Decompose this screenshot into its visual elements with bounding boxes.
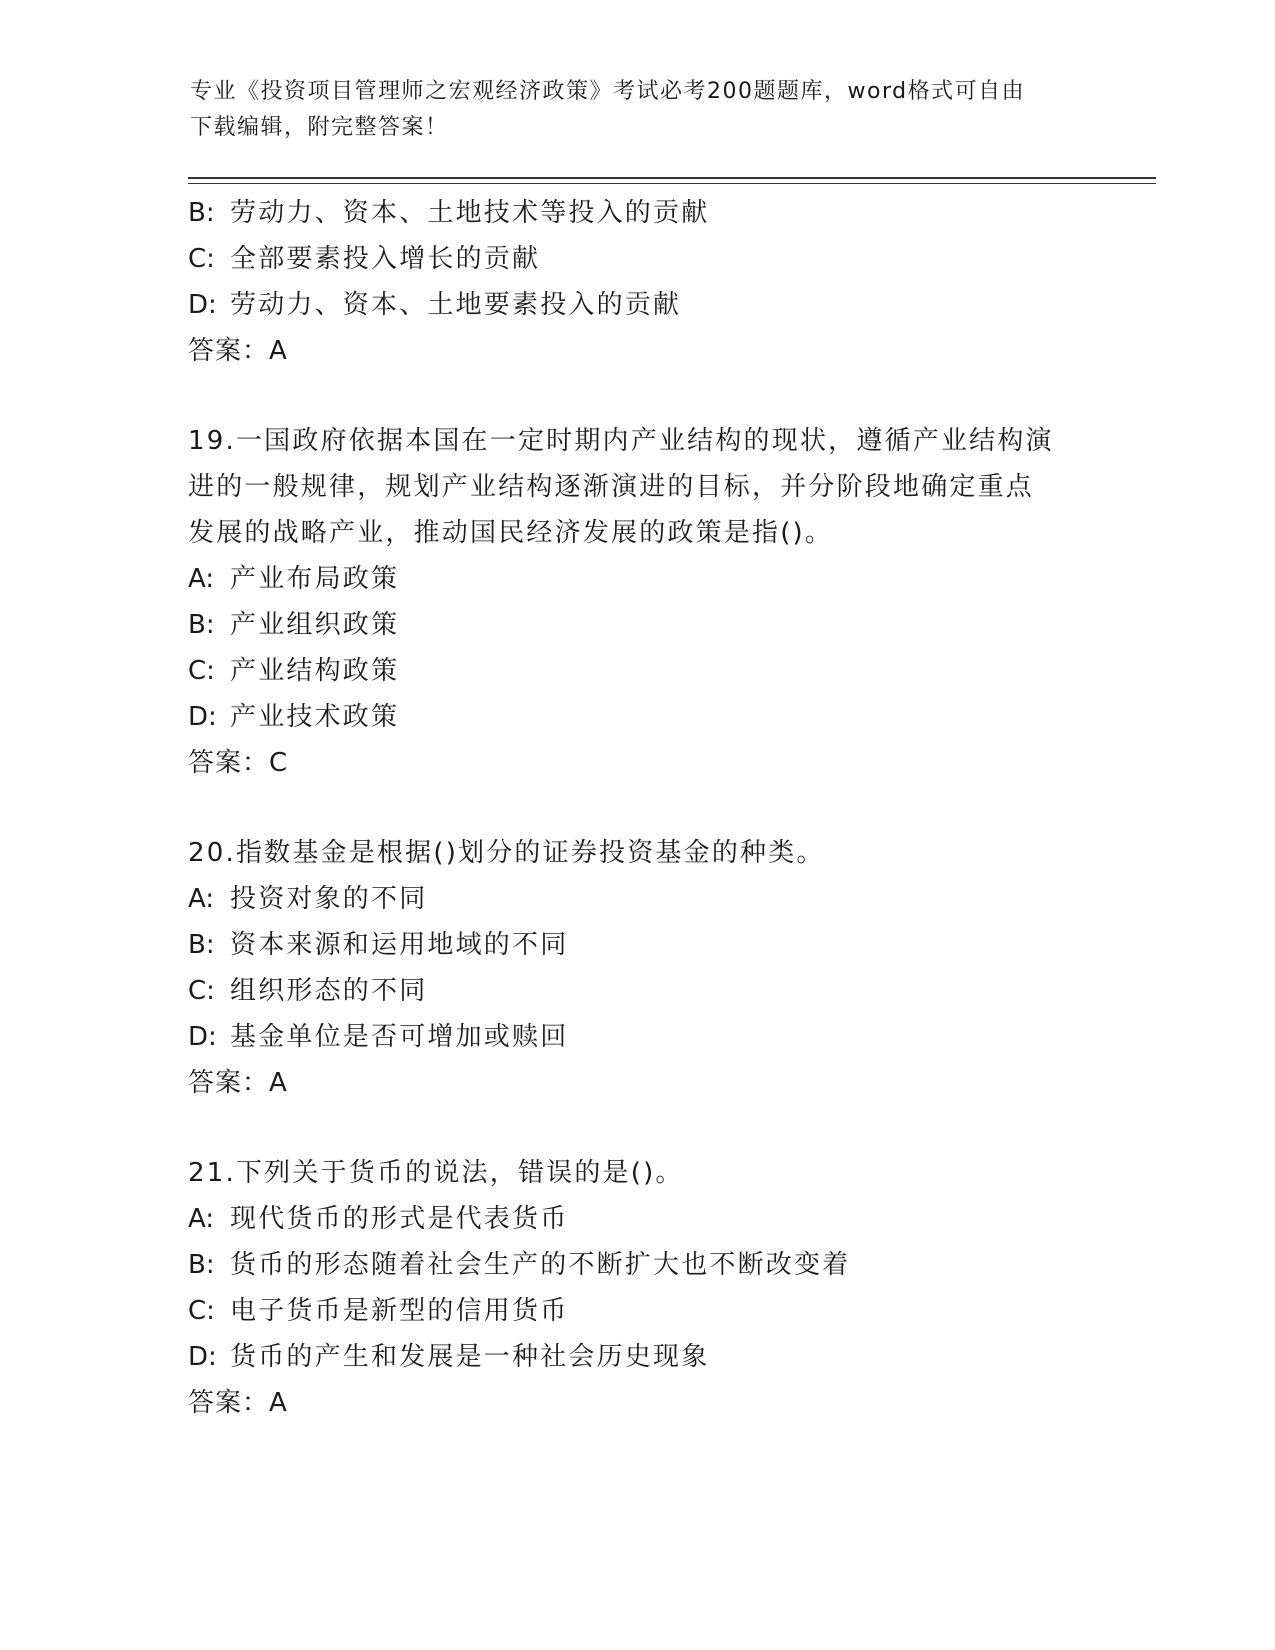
option-text: 货币的产生和发展是一种社会历史现象 <box>230 1342 710 1372</box>
option-text: 全部要素投入增长的贡献 <box>230 244 541 274</box>
option-key: B: <box>188 198 215 228</box>
option-key: C: <box>188 976 215 1006</box>
option-line <box>188 282 1088 328</box>
header-divider-thick <box>188 177 1156 179</box>
answer-value: A <box>269 1068 287 1098</box>
document-body <box>188 190 1088 1426</box>
option-line <box>188 1334 1088 1380</box>
answer-value: A <box>269 336 287 366</box>
answer-value: A <box>269 1388 287 1418</box>
option-key: C: <box>188 244 215 274</box>
answer-line <box>188 1380 1088 1426</box>
spacer <box>188 786 1088 830</box>
question-19 <box>188 418 1088 786</box>
option-line <box>188 876 1088 922</box>
option-key: D: <box>188 702 217 732</box>
option-key: C: <box>188 656 215 686</box>
answer-value: C <box>269 748 288 778</box>
option-line <box>188 1242 1088 1288</box>
option-text: 基金单位是否可增加或赎回 <box>230 1022 569 1052</box>
question-stem-line: 进的一般规律，规划产业结构逐渐演进的目标，并分阶段地确定重点 <box>188 472 1035 502</box>
question-continued <box>188 190 1088 374</box>
answer-label: 答案： <box>188 1068 270 1098</box>
option-line <box>188 648 1088 694</box>
question-stem-line: 21.下列关于货币的说法，错误的是()。 <box>188 1158 684 1188</box>
option-line <box>188 1014 1088 1060</box>
option-text: 劳动力、资本、土地要素投入的贡献 <box>230 290 682 320</box>
option-key: B: <box>188 1250 215 1280</box>
option-line <box>188 602 1088 648</box>
question-20 <box>188 830 1088 1106</box>
question-stem-line: 20.指数基金是根据()划分的证券投资基金的种类。 <box>188 838 825 868</box>
option-text: 产业技术政策 <box>230 702 400 732</box>
option-text: 产业结构政策 <box>230 656 400 686</box>
answer-line <box>188 1060 1088 1106</box>
option-key: D: <box>188 1342 217 1372</box>
option-key: C: <box>188 1296 215 1326</box>
header-line-2: 下载编辑，附完整答案！ <box>190 115 449 140</box>
option-text: 产业布局政策 <box>230 564 400 594</box>
option-text: 现代货币的形式是代表货币 <box>230 1204 569 1234</box>
spacer <box>188 1106 1088 1150</box>
document-header <box>190 74 1090 146</box>
option-key: D: <box>188 290 217 320</box>
option-key: B: <box>188 610 215 640</box>
option-text: 劳动力、资本、土地技术等投入的贡献 <box>230 198 710 228</box>
option-key: A: <box>188 1204 215 1234</box>
option-text: 组织形态的不同 <box>230 976 428 1006</box>
option-text: 投资对象的不同 <box>230 884 428 914</box>
option-key: A: <box>188 564 215 594</box>
answer-label: 答案： <box>188 1388 270 1418</box>
option-text: 货币的形态随着社会生产的不断扩大也不断改变着 <box>230 1250 851 1280</box>
question-stem-line: 发展的战略产业，推动国民经济发展的政策是指()。 <box>188 518 834 548</box>
option-text: 资本来源和运用地域的不同 <box>230 930 569 960</box>
spacer <box>188 374 1088 418</box>
answer-label: 答案： <box>188 336 270 366</box>
option-line <box>188 1196 1088 1242</box>
option-line <box>188 968 1088 1014</box>
answer-line <box>188 740 1088 786</box>
option-line <box>188 556 1088 602</box>
header-line-1: 专业《投资项目管理师之宏观经济政策》考试必考200题题库，word格式可自由 <box>190 79 1026 104</box>
option-line <box>188 190 1088 236</box>
option-key: D: <box>188 1022 217 1052</box>
option-line <box>188 1288 1088 1334</box>
question-21 <box>188 1150 1088 1426</box>
option-line <box>188 236 1088 282</box>
option-key: A: <box>188 884 215 914</box>
option-line <box>188 694 1088 740</box>
option-text: 产业组织政策 <box>230 610 400 640</box>
header-divider-thin <box>188 183 1156 184</box>
question-stem-line: 19.一国政府依据本国在一定时期内产业结构的现状，遵循产业结构演 <box>188 426 1054 456</box>
answer-line <box>188 328 1088 374</box>
answer-label: 答案： <box>188 748 270 778</box>
option-text: 电子货币是新型的信用货币 <box>230 1296 569 1326</box>
option-key: B: <box>188 930 215 960</box>
option-line <box>188 922 1088 968</box>
